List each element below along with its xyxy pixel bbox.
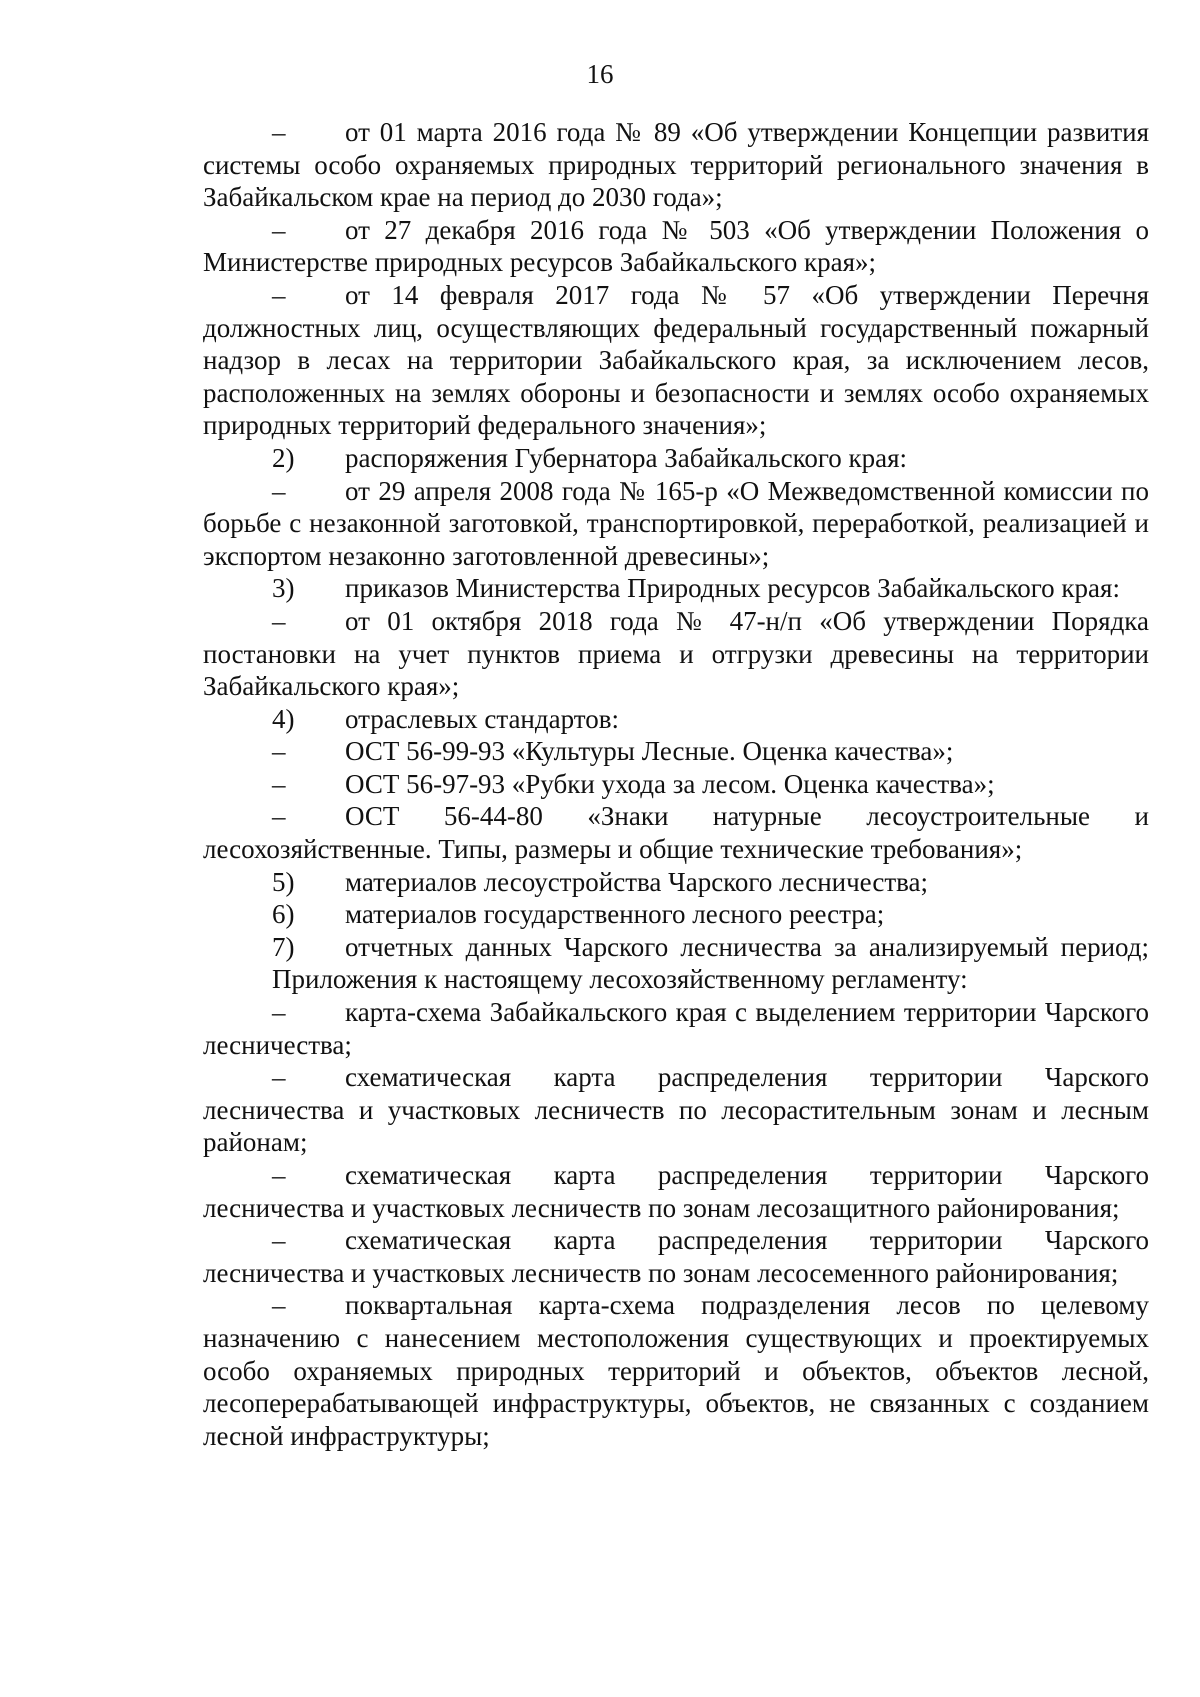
list-item	[203, 475, 1149, 573]
list-marker: –	[272, 997, 286, 1028]
list-item-text: ОСТ 56-97-93 «Рубки ухода за лесом. Оценка качества»;	[345, 768, 995, 799]
list-item	[203, 1159, 1149, 1224]
list-item	[203, 214, 1149, 279]
list-item-text: схематическая карта распределения территории Чарского лесничества и участковых лесничеств по зонам лесосеменного районирования;	[203, 1225, 1149, 1288]
list-item-text: приказов Министерства Природных ресурсов Забайкальского края:	[345, 573, 1120, 604]
list-marker: –	[272, 1290, 286, 1321]
list-item	[203, 768, 1149, 801]
list-item-text: ОСТ 56-44-80 «Знаки натурные лесоустроительные и лесохозяйственные. Типы, размеры и общие технические требования»;	[203, 801, 1149, 865]
list-item	[203, 703, 1149, 736]
list-marker: –	[272, 1225, 286, 1256]
list-item	[203, 898, 1149, 931]
list-item-text: ОСТ 56-99-93 «Культуры Лесные. Оценка качества»;	[345, 736, 954, 767]
list-marker: –	[272, 1062, 286, 1093]
list-item-text: от 14 февраля 2017 года № 57 «Об утверждении Перечня должностных лиц, осуществляющих федеральный государственный пожарный надзор в лесах на территории Забайкальского края, за исключением лесов, расположенных на землях обороны и безопасности и землях особо охраняемых природных территорий федерального значения»;	[203, 279, 1149, 441]
list-marker: –	[272, 214, 286, 245]
list-item-text: карта-схема Забайкальского края с выделением территории Чарского лесничества;	[203, 997, 1149, 1060]
list-item	[203, 866, 1149, 899]
list-item-text: схематическая карта распределения территории Чарского лесничества и участковых лесничеств по зонам лесозащитного районирования;	[203, 1160, 1149, 1223]
list-marker: 5)	[272, 866, 295, 897]
list-item	[203, 572, 1149, 605]
list-item	[203, 1224, 1149, 1289]
list-item-text: материалов лесоустройства Чарского лесничества;	[345, 866, 928, 897]
page-number: 16	[586, 59, 614, 89]
list-item	[203, 1289, 1149, 1452]
list-item-text: материалов государственного лесного реестра;	[345, 899, 885, 930]
list-item-text: схематическая карта распределения территории Чарского лесничества и участковых лесничеств по лесорастительным зонам и лесным районам;	[203, 1062, 1149, 1158]
list-marker: –	[272, 801, 286, 832]
list-item-text: от 29 апреля 2008 года № 165-р «О Межведомственной комиссии по борьбе с незаконной заготовкой, транспортировкой, переработкой, реализацией и экспортом незаконно заготовленной древесины»;	[203, 475, 1149, 571]
list-marker: 7)	[272, 931, 295, 962]
list-item	[203, 279, 1149, 442]
document-body	[203, 116, 1149, 1452]
list-item-text: от 01 марта 2016 года № 89 «Об утверждении Концепции развития системы особо охраняемых природных территорий регионального значения в Забайкальском крае на период до 2030 года»;	[203, 117, 1149, 213]
list-marker: –	[272, 475, 286, 506]
list-item-text: отчетных данных Чарского лесничества за анализируемый период;	[345, 931, 1149, 962]
list-item	[203, 931, 1149, 964]
list-item-text: от 01 октября 2018 года № 47-н/п «Об утверждении Порядка постановки на учет пунктов приема и отгрузки древесины на территории Забайкальского края»;	[203, 605, 1149, 702]
list-item-text: распоряжения Губернатора Забайкальского края:	[345, 442, 907, 473]
list-item	[203, 1061, 1149, 1159]
paragraph	[203, 963, 1149, 996]
list-marker: –	[272, 1160, 286, 1190]
list-marker: –	[272, 605, 286, 636]
list-item	[203, 735, 1149, 768]
list-item-text: поквартальная карта-схема подразделения лесов по целевому назначению с нанесением местоположения существующих и проектируемых особо охраняемых природных территорий и объектов, объектов лесной, лесоперерабатывающей инфраструктуры, объектов, не связанных с созданием лесной инфраструктуры;	[203, 1290, 1149, 1451]
list-marker: –	[272, 768, 286, 799]
list-marker: –	[272, 279, 286, 310]
list-marker: 4)	[272, 703, 295, 734]
list-marker: 3)	[272, 573, 295, 604]
list-marker: –	[272, 117, 286, 147]
paragraph-text: Приложения к настоящему лесохозяйственному регламенту:	[272, 964, 968, 995]
list-marker: 2)	[272, 442, 295, 473]
list-item-text: отраслевых стандартов:	[345, 703, 619, 734]
list-marker: 6)	[272, 899, 295, 930]
list-item	[203, 116, 1149, 214]
list-item	[203, 996, 1149, 1061]
list-item	[203, 800, 1149, 865]
list-item	[203, 605, 1149, 703]
list-marker: –	[272, 736, 286, 767]
list-item	[203, 442, 1149, 475]
list-item-text: от 27 декабря 2016 года № 503 «Об утверждении Положения о Министерстве природных ресурсов Забайкальского края»;	[203, 214, 1149, 278]
